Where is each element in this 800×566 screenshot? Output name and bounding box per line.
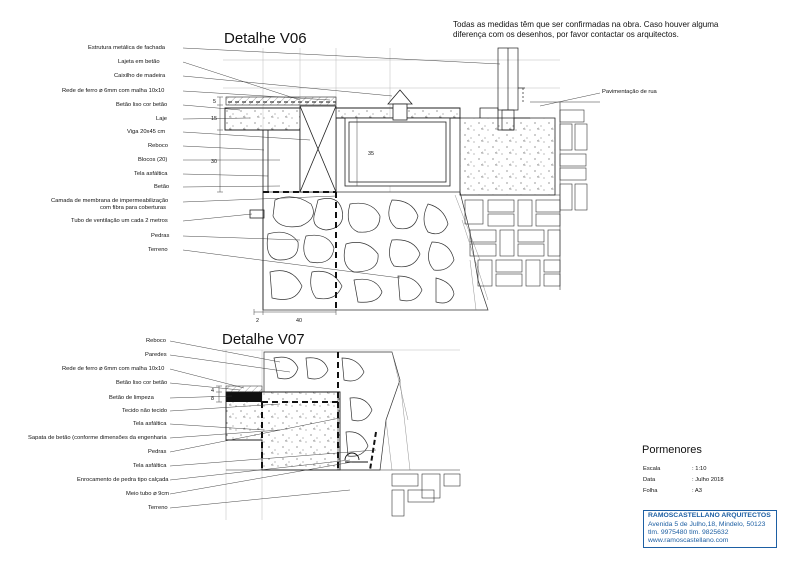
label-tubo: Tubo de ventilação um cada 2 metros xyxy=(71,218,168,224)
dim-35: 35 xyxy=(368,151,374,157)
footing-sapata xyxy=(226,392,340,470)
v06-title: Detalhe V06 xyxy=(224,30,307,47)
dim-40: 40 xyxy=(296,318,302,324)
firm-web: www.ramoscastellano.com xyxy=(648,537,729,544)
dim-8: 8 xyxy=(211,396,214,402)
date-label: Data xyxy=(643,477,656,483)
dim-4: 4 xyxy=(211,388,214,394)
label-membrana-1: Camada de membrana de impermeabilização xyxy=(51,198,169,204)
v07-label-rede: Rede de ferro ⌀ 6mm com malha 10x10 xyxy=(62,366,165,372)
general-note: Todas as medidas têm que ser confirmadas na obra. Caso houver alguma diferença com os desenhos, por favor contactar os arquitectos. xyxy=(453,20,719,39)
label-terreno: Terreno xyxy=(148,247,168,253)
v07-dimensions xyxy=(216,386,222,402)
v07-terrain xyxy=(226,470,460,516)
beam-viga xyxy=(300,106,336,192)
label-betao: Betão xyxy=(154,184,170,190)
v07-label-terreno: Terreno xyxy=(148,505,168,511)
pormenores-title: Pormenores xyxy=(642,444,702,456)
v07-label-pedras: Pedras xyxy=(148,449,167,455)
dim-15: 15 xyxy=(211,116,217,122)
label-reboco: Reboco xyxy=(148,143,168,149)
v07-label-tela: Tela asfáltica xyxy=(133,421,167,427)
sidewalk-slab xyxy=(460,118,555,195)
v06-stones xyxy=(263,192,488,310)
label-blocos: Blocos (20) xyxy=(138,157,168,163)
v07-label-limpeza: Betão de limpeza xyxy=(109,395,154,401)
v07-label-tecido: Tecido não tecido xyxy=(122,408,168,414)
label-estrutura: Estrutura metálica de fachada xyxy=(88,45,166,51)
dim-30: 30 xyxy=(211,159,217,165)
betao-limpeza xyxy=(226,392,262,402)
label-membrana-2: com fibra para coberturas xyxy=(100,205,167,211)
v07-label-reboco: Reboco xyxy=(146,338,166,344)
label-caixilho: Caixilho de madeira xyxy=(114,73,166,79)
lajeta xyxy=(226,97,336,105)
title-block xyxy=(643,510,777,548)
firm-address: Avenida 5 de Julho,18, Mindelo, 50123 xyxy=(648,521,766,528)
v07-label-tela-2: Tela asfáltica xyxy=(133,463,167,469)
v07-label-sapata: Sapata de betão (conforme dimensões da engenharia xyxy=(28,435,167,441)
sheet-value: : A3 xyxy=(692,488,702,494)
label-lajeta: Lajeta em betão xyxy=(118,59,160,65)
v07-label-betao-liso: Betão liso cor betão xyxy=(116,380,168,386)
firm-phone: tlm. 9975480 tlm. 9825632 xyxy=(648,529,729,536)
dim-5: 5 xyxy=(213,99,216,105)
scale-value: : 1:10 xyxy=(692,466,707,472)
date-value: : Julho 2018 xyxy=(692,477,724,483)
label-pavimentacao: Pavimentação de rua xyxy=(602,89,657,95)
scale-label: Escala xyxy=(643,466,661,472)
v07-label-paredes: Paredes xyxy=(145,352,167,358)
label-tela: Tela asfáltica xyxy=(134,171,168,177)
dim-2: 2 xyxy=(256,318,259,324)
label-rede: Rede de ferro ⌀ 6mm com malha 10x10 xyxy=(62,88,165,94)
label-betao-liso: Betão liso cor betão xyxy=(116,102,168,108)
label-laje: Laje xyxy=(156,116,167,122)
ventilation-box xyxy=(345,118,450,186)
sheet-label: Folha xyxy=(643,488,658,494)
label-pedras: Pedras xyxy=(151,233,170,239)
v07-label-meio-tubo: Meio tubo ⌀ 9cm xyxy=(126,491,170,497)
v07-title: Detalhe V07 xyxy=(222,331,305,348)
label-viga: Viga 20x45 cm xyxy=(127,129,166,135)
firm-name: RAMOSCASTELLANO ARQUITECTOS xyxy=(648,512,771,519)
v07-label-enrocamento: Enrocamento de pedra tipo calçada xyxy=(77,477,169,483)
